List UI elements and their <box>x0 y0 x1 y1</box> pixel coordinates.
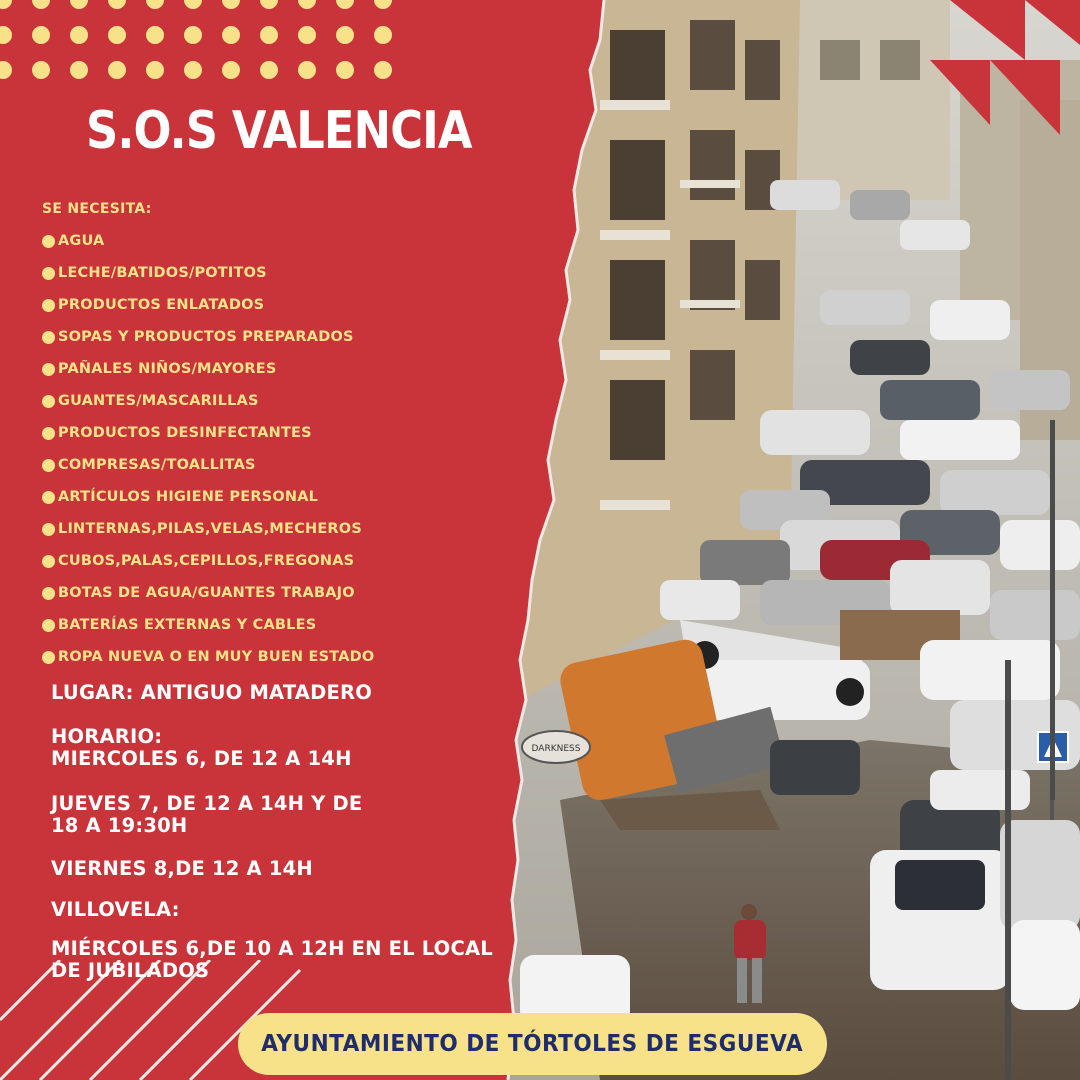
shop-sign-text: DARKNESS <box>531 744 581 754</box>
schedule-thursday-line2: 18 A 19:30H <box>51 814 188 837</box>
schedule-wednesday: MIERCOLES 6, DE 12 A 14H <box>51 747 352 770</box>
list-item-label: LINTERNAS,PILAS,VELAS,MECHEROS <box>58 521 362 537</box>
bullet-icon <box>42 651 55 664</box>
list-item-label: PAÑALES NIÑOS/MAYORES <box>58 361 277 377</box>
list-item-label: GUANTES/MASCARILLAS <box>58 393 259 409</box>
villovela-label: VILLOVELA: <box>51 898 180 921</box>
needs-heading: SE NECESITA: <box>42 201 152 217</box>
bullet-icon <box>42 459 55 472</box>
list-item <box>42 353 374 385</box>
list-item <box>42 417 374 449</box>
schedule-friday: VIERNES 8,DE 12 A 14H <box>51 857 313 880</box>
list-item-label: BOTAS DE AGUA/GUANTES TRABAJO <box>58 585 355 601</box>
bullet-icon <box>42 331 55 344</box>
list-item <box>42 641 374 673</box>
footer-text: AYUNTAMIENTO DE TÓRTOLES DE ESGUEVA <box>261 1031 804 1057</box>
bullet-icon <box>42 555 55 568</box>
villovela-line1: MIÉRCOLES 6,DE 10 A 12H EN EL LOCAL <box>51 937 493 960</box>
list-item-label: CUBOS,PALAS,CEPILLOS,FREGONAS <box>58 553 355 569</box>
bullet-icon <box>42 619 55 632</box>
bullet-icon <box>42 299 55 312</box>
list-item-label: ROPA NUEVA O EN MUY BUEN ESTADO <box>58 649 375 665</box>
list-item-label: SOPAS Y PRODUCTOS PREPARADOS <box>58 329 354 345</box>
location-text: LUGAR: ANTIGUO MATADERO <box>51 681 372 704</box>
list-item <box>42 385 374 417</box>
list-item-label: LECHE/BATIDOS/POTITOS <box>58 265 267 281</box>
list-item <box>42 513 374 545</box>
list-item <box>42 321 374 353</box>
list-item <box>42 449 374 481</box>
schedule-label: HORARIO: <box>51 725 163 748</box>
bullet-icon <box>42 523 55 536</box>
page-title: S.O.S VALENCIA <box>86 101 472 161</box>
list-item <box>42 609 374 641</box>
bullet-icon <box>42 491 55 504</box>
decorative-dots <box>0 0 400 90</box>
list-item <box>42 481 374 513</box>
list-item <box>42 577 374 609</box>
list-item <box>42 289 374 321</box>
list-item-label: COMPRESAS/TOALLITAS <box>58 457 256 473</box>
bullet-icon <box>42 427 55 440</box>
bullet-icon <box>42 363 55 376</box>
list-item-label: PRODUCTOS DESINFECTANTES <box>58 425 312 441</box>
bullet-icon <box>42 587 55 600</box>
footer-badge <box>238 1013 827 1075</box>
bullet-icon <box>42 267 55 280</box>
needs-list <box>42 225 374 673</box>
list-item-label: PRODUCTOS ENLATADOS <box>58 297 265 313</box>
decorative-triangles <box>930 0 1080 140</box>
list-item <box>42 545 374 577</box>
list-item <box>42 225 374 257</box>
list-item-label: BATERÍAS EXTERNAS Y CABLES <box>58 617 317 633</box>
schedule-thursday-line1: JUEVES 7, DE 12 A 14H Y DE <box>51 792 363 815</box>
list-item-label: AGUA <box>58 233 105 249</box>
list-item-label: ARTÍCULOS HIGIENE PERSONAL <box>58 489 319 505</box>
list-item <box>42 257 374 289</box>
bullet-icon <box>42 235 55 248</box>
villovela-line2: DE JUBILADOS <box>51 959 210 982</box>
bullet-icon <box>42 395 55 408</box>
